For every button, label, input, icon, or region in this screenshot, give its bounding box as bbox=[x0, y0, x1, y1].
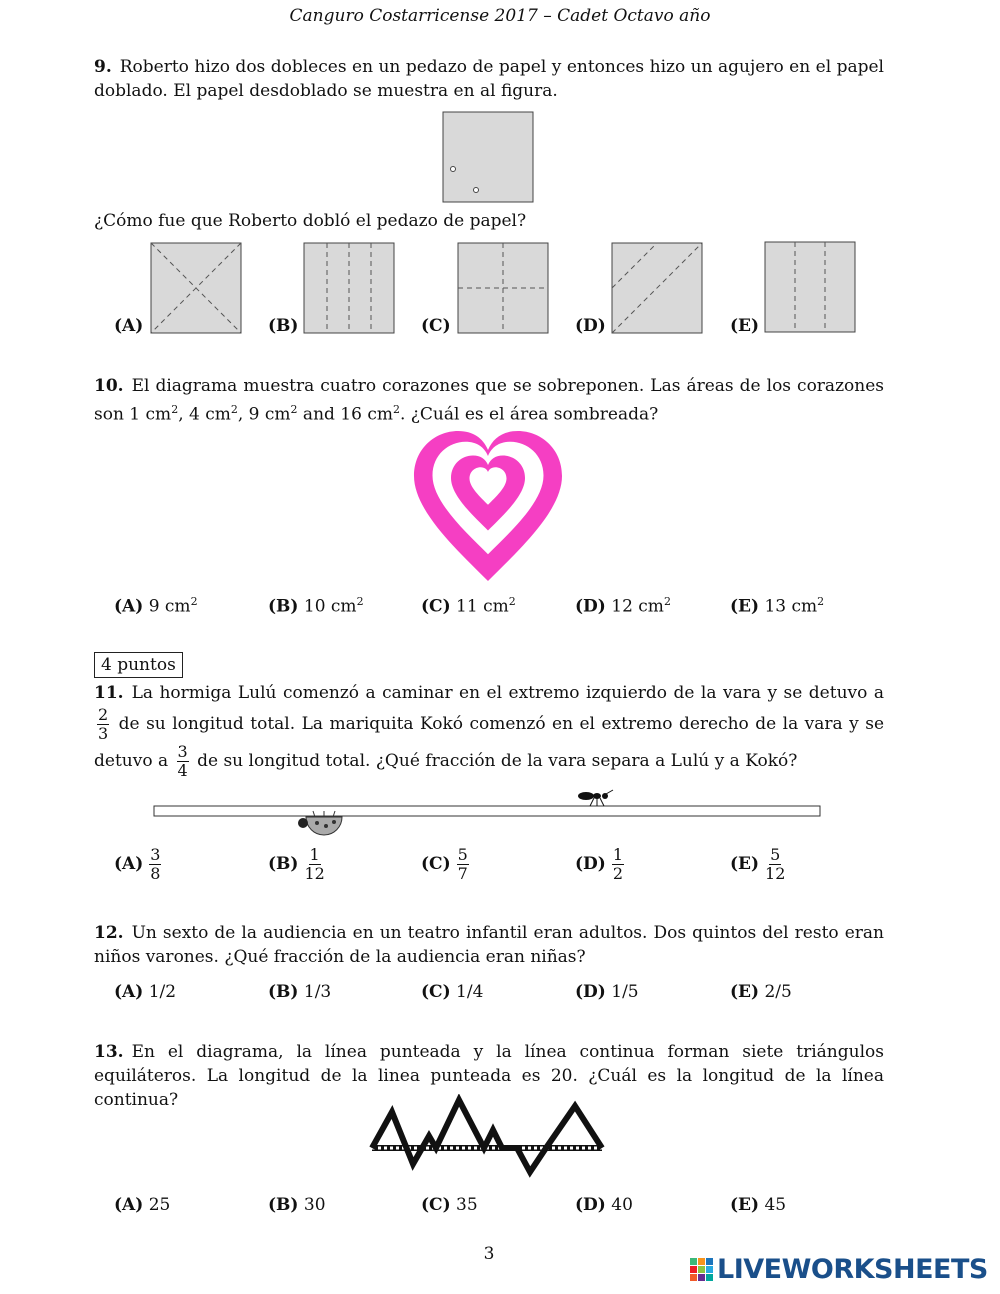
q12-option-a[interactable]: (A) 1/2 bbox=[114, 982, 177, 1002]
q12-option-e[interactable]: (E) 2/5 bbox=[730, 982, 792, 1002]
q10-option-c[interactable]: (C) 11 $cm^2$ bbox=[421, 595, 516, 617]
q11-text: 11. La hormiga Lulú comenzó a caminar en el extremo izquierdo de la vara y se detuvo a $\frac{2}{3}$ de su longitud total. La mariquita Kokó comenzó en el extremo derecho de la vara y se detuvo a $\frac{3}{4}$ de su longitud total. ¿Qué fracción de la vara separa a Lulú y a Kokó? bbox=[94, 683, 885, 780]
q9-unfolded-paper bbox=[442, 111, 534, 203]
q12-option-b[interactable]: (B) 1/3 bbox=[268, 982, 332, 1002]
q13-option-b[interactable]: (B) 30 bbox=[268, 1195, 326, 1215]
q13-option-e[interactable]: (E) 45 bbox=[730, 1195, 787, 1215]
points-box: 4 puntos bbox=[94, 652, 183, 678]
q13-number: 13. bbox=[94, 1042, 124, 1062]
q9-option-b[interactable]: (B) bbox=[268, 316, 299, 336]
q11-option-a[interactable]: (A) $\frac{3}{8}$ bbox=[114, 845, 161, 883]
q9-option-b-figure[interactable] bbox=[303, 242, 395, 334]
q9-option-a[interactable]: (A) bbox=[114, 316, 144, 336]
q10-text: 10. El diagrama muestra cuatro corazones que se sobreponen. Las áreas de los corazones son 1 $cm^2$, 4 $cm^2$, 9 $cm^2$ and 16 $cm^2$. ¿Cuál es el área sombreada? bbox=[94, 376, 884, 425]
stick bbox=[154, 806, 820, 816]
q9-option-d[interactable]: (D) bbox=[575, 316, 606, 336]
q9-option-a-figure[interactable] bbox=[150, 242, 242, 334]
q10-option-d[interactable]: (D) 12 $cm^2$ bbox=[575, 595, 671, 617]
q10-hearts-diagram bbox=[413, 428, 563, 584]
q9-option-c[interactable]: (C) bbox=[421, 316, 451, 336]
q13-option-d[interactable]: (D) 40 bbox=[575, 1195, 633, 1215]
q10-option-e[interactable]: (E) 13 $cm^2$ bbox=[730, 595, 825, 617]
q13-triangles-diagram bbox=[366, 1094, 610, 1180]
q13-option-a[interactable]: (A) 25 bbox=[114, 1195, 171, 1215]
q10-option-b[interactable]: (B) 10 $cm^2$ bbox=[268, 595, 364, 617]
q10-number: 10. bbox=[94, 376, 124, 396]
q11-fraction-2-3: $\frac{2}{3}$ bbox=[98, 705, 109, 743]
q9-option-e[interactable]: (E) bbox=[730, 316, 760, 336]
q9-body: Roberto hizo dos dobleces en un pedazo de papel y entonces hizo un agujero en el papel doblado. El papel desdoblado se muestra en al figura. bbox=[94, 57, 884, 101]
q11-option-b[interactable]: (B) $\frac{1}{12}$ bbox=[268, 845, 325, 883]
q13-text: 13. En el diagrama, la línea punteada y la línea continua forman siete triángulos equiláteros. La longitud de la linea punteada es 20. ¿Cuál es la longitud de la línea continua? bbox=[94, 1042, 884, 1110]
q9-text bbox=[94, 55, 884, 103]
page-header: Canguro Costarricense 2017 – Cadet Octavo año bbox=[289, 6, 711, 26]
q9-number: 9. bbox=[94, 57, 112, 77]
q11-stick-diagram bbox=[150, 786, 825, 838]
q11-number: 11. bbox=[94, 683, 124, 703]
q9-question: ¿Cómo fue que Roberto dobló el pedazo de papel? bbox=[94, 211, 527, 231]
q12-text: 12. Un sexto de la audiencia en un teatro infantil eran adultos. Dos quintos del resto eran niños varones. ¿Qué fracción de la audiencia eran niñas? bbox=[94, 923, 884, 967]
q11-fraction-3-4: $\frac{3}{4}$ bbox=[177, 742, 188, 780]
q10-option-a[interactable]: (A) 9 $cm^2$ bbox=[114, 595, 198, 617]
solid-line bbox=[372, 1100, 602, 1172]
logo-blocks-icon bbox=[690, 1258, 713, 1281]
q12-number: 12. bbox=[94, 923, 124, 943]
q13-option-c[interactable]: (C) 35 bbox=[421, 1195, 478, 1215]
ant-icon bbox=[578, 790, 613, 806]
page-number: 3 bbox=[483, 1244, 495, 1264]
q9-hole-1 bbox=[451, 167, 456, 172]
q9-hole-2 bbox=[474, 188, 479, 193]
logo-text: LIVEWORKSHEETS bbox=[717, 1254, 988, 1285]
q11-option-d[interactable]: (D) $\frac{1}{2}$ bbox=[575, 845, 624, 883]
q9-option-c-figure[interactable] bbox=[457, 242, 549, 334]
q9-option-e-figure[interactable] bbox=[764, 241, 856, 333]
q11-option-c[interactable]: (C) $\frac{5}{7}$ bbox=[421, 845, 468, 883]
q9-option-d-figure[interactable] bbox=[611, 242, 703, 334]
q12-option-c[interactable]: (C) 1/4 bbox=[421, 982, 484, 1002]
liveworksheets-logo[interactable] bbox=[690, 1254, 988, 1285]
q12-option-d[interactable]: (D) 1/5 bbox=[575, 982, 639, 1002]
q11-option-e[interactable]: (E) $\frac{5}{12}$ bbox=[730, 845, 786, 883]
